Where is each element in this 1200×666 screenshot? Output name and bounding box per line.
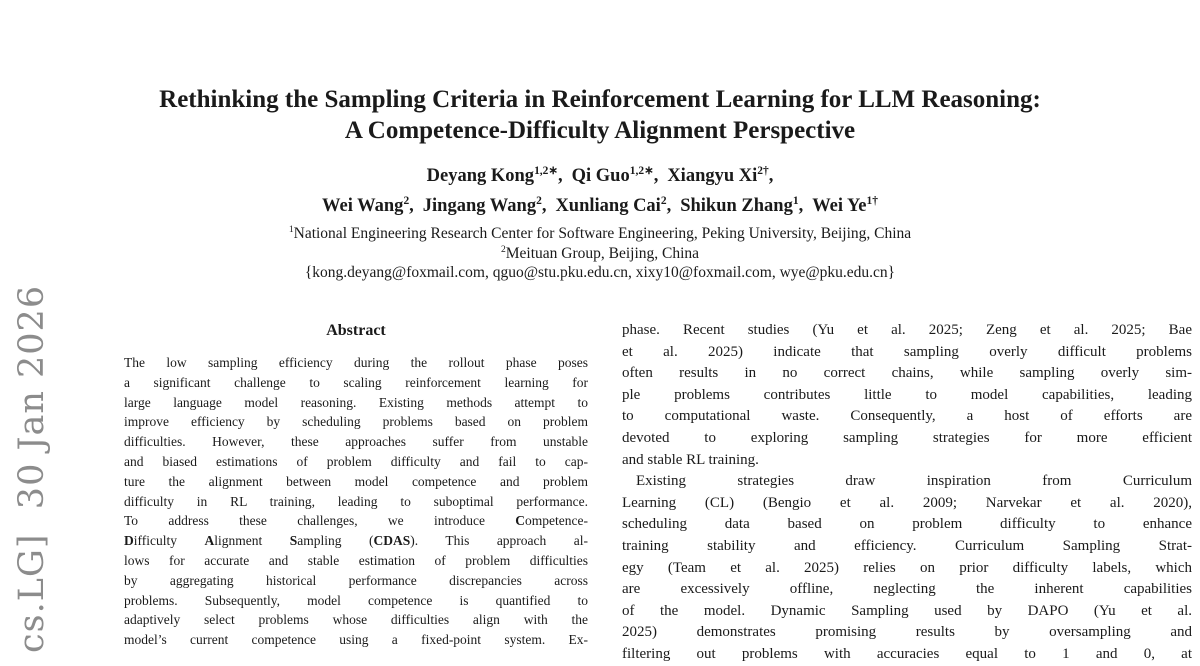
bold-text-segment: A xyxy=(204,533,215,549)
text-line xyxy=(622,342,1192,364)
author-superscript: 1,2∗ xyxy=(629,164,654,177)
paper-title-line2: A Competence-Difficulty Alignment Perspective xyxy=(344,117,856,144)
text-segment: to computational waste. Consequently, a host of efforts are xyxy=(622,408,1192,425)
text-line xyxy=(124,353,588,373)
text-segment: ). This approach al- xyxy=(410,533,589,549)
text-line xyxy=(622,471,1192,493)
text-segment: Existing strategies draw inspiration from Curriculum xyxy=(636,473,1192,490)
text-segment: The low sampling efficiency during the rollout phase poses xyxy=(124,355,588,370)
affiliation-lines xyxy=(0,224,1200,263)
text-line xyxy=(124,610,588,630)
author-name: Deyang Kong$^{1,2∗}$, xyxy=(426,164,563,186)
text-segment: training stability and efficiency. Curriculum Sampling Strat- xyxy=(622,537,1192,554)
author-name: Wei $Ye^{1\dagger}$ xyxy=(812,194,878,216)
paper-title xyxy=(0,84,1200,146)
text-line xyxy=(622,493,1192,515)
introduction-column xyxy=(622,320,1192,666)
text-line xyxy=(622,622,1192,644)
text-segment: 2025) demonstrates promising results by oversampling and xyxy=(622,624,1192,641)
author-superscript: 1† xyxy=(866,194,878,207)
text-segment: lignment xyxy=(214,533,290,549)
author-superscript: 1 xyxy=(792,194,799,207)
author-superscript: 2 xyxy=(403,194,410,207)
text-segment: et al. 2025) indicate that sampling overly difficult problems xyxy=(622,343,1192,360)
author-name: Wei Wang$^2$, xyxy=(322,194,414,216)
text-line xyxy=(622,428,1192,450)
author-superscript: 2 xyxy=(536,194,542,207)
author-superscript: 2† xyxy=(757,164,769,177)
text-segment: improve efficiency by scheduling problems based on problem xyxy=(124,414,588,430)
text-segment: problems. Subsequently, model competence is quantified to xyxy=(124,592,588,608)
text-segment: egy (Team et al. 2025) relies on prior difficulty labels, which xyxy=(622,559,1192,576)
text-segment: lows for accurate and stable estimation of problem difficulties xyxy=(124,552,588,568)
text-line xyxy=(622,320,1192,342)
text-line xyxy=(124,412,588,432)
author-list xyxy=(0,161,1200,221)
affiliation-superscript: 1 xyxy=(288,223,294,235)
affiliation-line: $^2$Meituan Group, Beijing, China xyxy=(500,243,700,262)
text-segment: large language model reasoning. Existing methods attempt to xyxy=(124,394,588,410)
text-line xyxy=(124,551,588,571)
bold-text-segment: C xyxy=(515,513,526,529)
text-segment: ifficulty xyxy=(133,533,205,549)
abstract-text xyxy=(124,353,588,650)
text-segment: and biased estimations of problem difficulty and fail to cap- xyxy=(124,453,588,469)
text-segment: ple problems contributes little to model capabilities, leading xyxy=(622,386,1192,403)
text-segment: phase. Recent studies (Yu et al. 2025; Zeng et al. 2025; Bae xyxy=(622,322,1192,338)
text-line xyxy=(622,385,1192,407)
text-segment: adaptively select problems whose difficulties align with the xyxy=(124,612,588,628)
text-line xyxy=(124,432,588,452)
author-superscript: 2 xyxy=(660,194,667,207)
text-line xyxy=(124,472,588,492)
author-name: Jingang Wang$^2$, xyxy=(422,194,547,216)
bold-text-segment: CDAS xyxy=(373,533,411,549)
author-line-1 xyxy=(0,161,1200,191)
text-line xyxy=(622,514,1192,536)
text-segment: To address these challenges, we introduce xyxy=(124,513,516,529)
author-line-2 xyxy=(0,191,1200,221)
text-line xyxy=(622,363,1192,385)
text-segment: and stable RL training. xyxy=(622,451,759,468)
text-segment: of the model. Dynamic Sampling used by DAPO (Yu et al. xyxy=(622,602,1192,619)
text-segment: model’s current competence using a fixed-point system. Ex- xyxy=(124,632,588,648)
text-segment: Learning (CL) (Bengio et al. 2009; Narvekar et al. 2020), xyxy=(622,494,1192,511)
text-segment: devoted to exploring sampling strategies for more efficient xyxy=(622,429,1192,446)
author-name: Qi Guo$^{1,2∗}$, xyxy=(571,164,659,186)
text-line xyxy=(124,452,588,472)
text-segment: ompetence- xyxy=(525,513,588,529)
text-segment: are excessively offline, neglecting the inherent capabilities xyxy=(622,581,1192,598)
text-segment: difficulties. However, these approaches suffer from unstable xyxy=(124,434,588,450)
author-name: Shikun Zhang$^1$, xyxy=(680,194,804,216)
text-segment: difficulty in RL training, leading to suboptimal performance. xyxy=(124,493,588,509)
text-segment: often results in no correct chains, while sampling overly sim- xyxy=(622,365,1192,382)
paper-title-line1: Rethinking the Sampling Criteria in Reinforcement Learning for LLM Reasoning: xyxy=(159,86,1041,113)
text-segment: ture the alignment between model competence and problem xyxy=(124,473,588,489)
text-segment: filtering out problems with accuracies equal to 1 and 0, at xyxy=(622,645,1192,662)
text-line xyxy=(124,591,588,611)
text-line xyxy=(622,450,1192,472)
text-line xyxy=(124,492,588,512)
text-line xyxy=(622,536,1192,558)
affiliation-line: $^1$National Engineering Research Center for Software Engineering, Peking University, Beijing, China xyxy=(288,223,912,242)
text-line xyxy=(124,393,588,413)
affiliation-superscript: 2 xyxy=(500,243,506,255)
abstract-column xyxy=(124,322,588,650)
text-segment: a significant challenge to scaling reinforcement learning for xyxy=(124,374,588,390)
author-name: Xiangyu $Xi^{2\dagger}$, xyxy=(667,164,774,186)
text-line xyxy=(622,579,1192,601)
text-line xyxy=(124,571,588,591)
text-line xyxy=(622,558,1192,580)
text-line xyxy=(622,406,1192,428)
author-superscript: 1,2∗ xyxy=(534,164,559,177)
bold-text-segment: D xyxy=(124,533,134,549)
text-line xyxy=(124,531,588,551)
text-segment: ampling ( xyxy=(297,533,374,549)
affiliations-block xyxy=(0,224,1200,283)
text-line xyxy=(124,630,588,650)
text-line xyxy=(124,511,588,531)
author-name: Xunliang Cai$^2$, xyxy=(555,194,672,216)
introduction-text xyxy=(622,320,1192,666)
bold-text-segment: S xyxy=(289,533,298,549)
text-segment: by aggregating historical performance discrepancies across xyxy=(124,572,588,588)
text-line xyxy=(124,373,588,393)
text-line xyxy=(622,601,1192,623)
email-line: {kong.deyang@foxmail.com, qguo@stu.pku.edu.cn, xixy10@foxmail.com, wye@pku.edu.cn} xyxy=(304,264,896,281)
text-line xyxy=(622,644,1192,666)
text-segment: scheduling data based on problem difficulty to enhance xyxy=(622,516,1192,533)
paper-header xyxy=(0,0,1200,283)
arxiv-watermark: cs.LG] 30 Jan 2026 xyxy=(12,284,52,653)
abstract-heading: Abstract xyxy=(326,322,386,339)
